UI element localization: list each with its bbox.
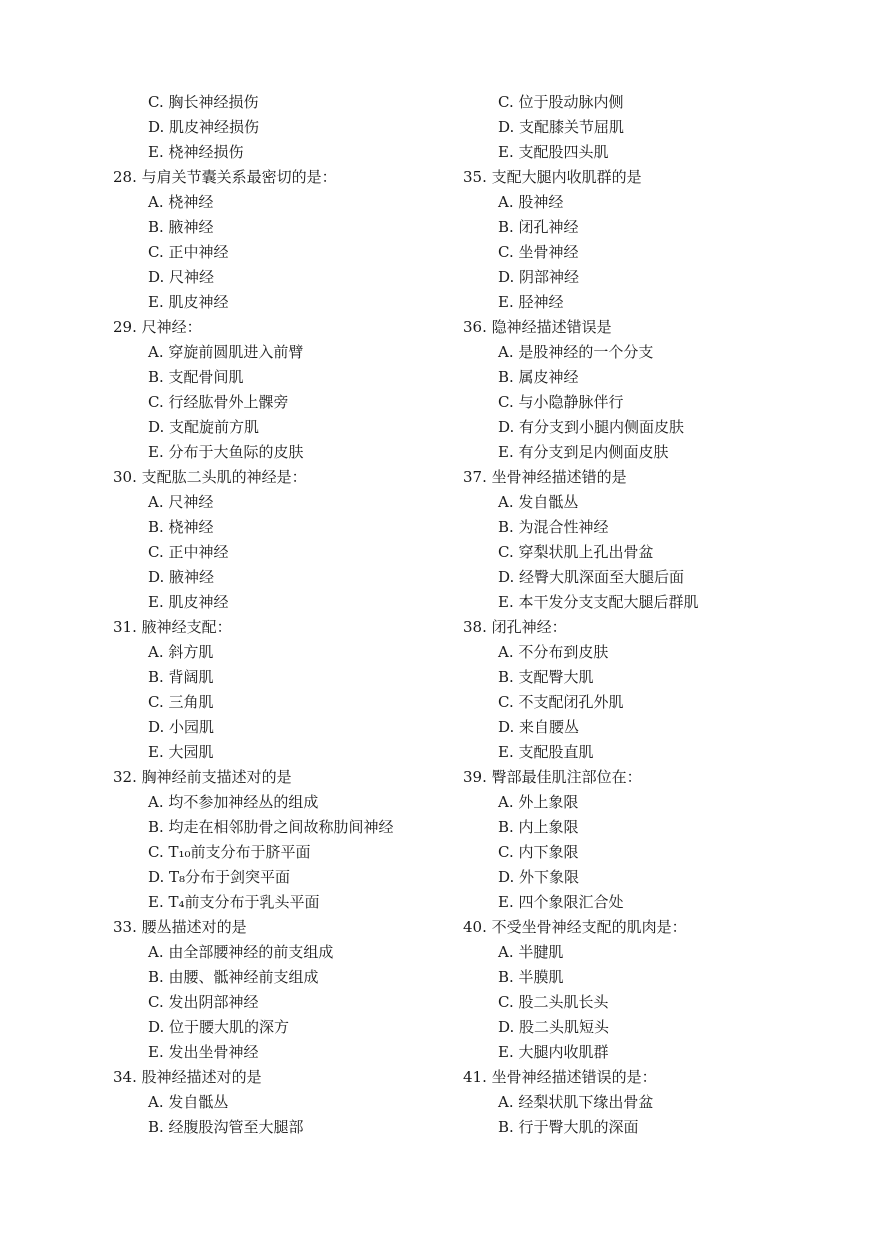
answer-option: C. 位于股动脉内侧 [498, 93, 624, 111]
question-stem: 31. 腋神经支配： [113, 618, 232, 636]
answer-option: B. 腋神经 [148, 218, 214, 236]
answer-option: E. 分布于大鱼际的皮肤 [148, 443, 304, 461]
answer-option: A. 半腱肌 [498, 943, 564, 961]
answer-option: E. 支配股直肌 [498, 743, 594, 761]
answer-option: C. 正中神经 [148, 543, 229, 561]
answer-option: E. 桡神经损伤 [148, 143, 244, 161]
answer-option: D. 有分支到小腿内侧面皮肤 [498, 418, 685, 436]
answer-option: C. 正中神经 [148, 243, 229, 261]
answer-option: B. 支配臀大肌 [498, 668, 594, 686]
answer-option: D. 外下象限 [498, 868, 580, 886]
question-stem: 36. 隐神经描述错误是 [463, 318, 612, 336]
answer-option: A. 穿旋前圆肌进入前臂 [148, 343, 304, 361]
answer-option: C. 股二头肌长头 [498, 993, 609, 1011]
answer-option: C. 穿梨状肌上孔出骨盆 [498, 543, 654, 561]
answer-option: D. 肌皮神经损伤 [148, 118, 260, 136]
answer-option: E. 支配股四头肌 [498, 143, 609, 161]
answer-option: A. 不分布到皮肤 [498, 643, 609, 661]
answer-option: D. 位于腰大肌的深方 [148, 1018, 290, 1036]
answer-option: A. 是股神经的一个分支 [498, 343, 654, 361]
question-stem: 39. 臀部最佳肌注部位在： [463, 768, 642, 786]
answer-option: E. 胫神经 [498, 293, 564, 311]
answer-option: D. 支配旋前方肌 [148, 418, 260, 436]
answer-option: A. 均不参加神经丛的组成 [148, 793, 319, 811]
answer-option: B. 属皮神经 [498, 368, 579, 386]
answer-option: A. 发自骶丛 [498, 493, 579, 511]
answer-option: B. 经腹股沟管至大腿部 [148, 1118, 304, 1136]
answer-option: E. 大腿内收肌群 [498, 1043, 609, 1061]
question-stem: 33. 腰丛描述对的是 [113, 918, 247, 936]
answer-option: B. 背阔肌 [148, 668, 214, 686]
question-stem: 32. 胸神经前支描述对的是 [113, 768, 292, 786]
answer-option: E. 四个象限汇合处 [498, 893, 624, 911]
answer-option: C. 胸长神经损伤 [148, 93, 259, 111]
answer-option: A. 经梨状肌下缘出骨盆 [498, 1093, 654, 1111]
answer-option: D. 支配膝关节屈肌 [498, 118, 625, 136]
answer-option: A. 由全部腰神经的前支组成 [148, 943, 334, 961]
right-column [463, 90, 863, 1140]
answer-option: A. 股神经 [498, 193, 564, 211]
answer-option: D. 腋神经 [148, 568, 215, 586]
answer-option: B. 内上象限 [498, 818, 579, 836]
answer-option: B. 支配骨间肌 [148, 368, 244, 386]
question-stem: 30. 支配肱二头肌的神经是： [113, 468, 307, 486]
answer-option: C. 与小隐静脉伴行 [498, 393, 624, 411]
answer-option: B. 由腰、骶神经前支组成 [148, 968, 319, 986]
question-stem: 28. 与肩关节囊关系最密切的是： [113, 168, 337, 186]
question-stem: 35. 支配大腿内收肌群的是 [463, 168, 642, 186]
answer-option: D. 阴部神经 [498, 268, 580, 286]
answer-option: D. 来自腰丛 [498, 718, 580, 736]
question-stem: 40. 不受坐骨神经支配的肌肉是： [463, 918, 687, 936]
answer-option: D. 小园肌 [148, 718, 215, 736]
answer-option: E. 本干发分支支配大腿后群肌 [498, 593, 699, 611]
answer-option: E. 发出坐骨神经 [148, 1043, 259, 1061]
question-stem: 38. 闭孔神经： [463, 618, 567, 636]
answer-option: E. 有分支到足内侧面皮肤 [498, 443, 669, 461]
question-stem: 34. 股神经描述对的是 [113, 1068, 262, 1086]
answer-option: A. 斜方肌 [148, 643, 214, 661]
answer-option: A. 桡神经 [148, 193, 214, 211]
answer-option: A. 外上象限 [498, 793, 579, 811]
answer-option: C. 行经肱骨外上髁旁 [148, 393, 289, 411]
answer-option: A. 尺神经 [148, 493, 214, 511]
question-stem: 29. 尺神经： [113, 318, 202, 336]
answer-option: E. T₄前支分布于乳头平面 [148, 893, 320, 911]
answer-option: B. 为混合性神经 [498, 518, 609, 536]
answer-option: E. 大园肌 [148, 743, 214, 761]
answer-option: E. 肌皮神经 [148, 293, 229, 311]
answer-option: B. 均走在相邻肋骨之间故称肋间神经 [148, 818, 394, 836]
question-stem: 41. 坐骨神经描述错误的是： [463, 1068, 657, 1086]
answer-option: C. 不支配闭孔外肌 [498, 693, 624, 711]
answer-option: B. 桡神经 [148, 518, 214, 536]
answer-option: C. 发出阴部神经 [148, 993, 259, 1011]
answer-option: C. 三角肌 [148, 693, 214, 711]
answer-option: C. T₁₀前支分布于脐平面 [148, 843, 311, 861]
answer-option: B. 闭孔神经 [498, 218, 579, 236]
answer-option: B. 半膜肌 [498, 968, 564, 986]
answer-option: C. 坐骨神经 [498, 243, 579, 261]
answer-option: A. 发自骶丛 [148, 1093, 229, 1111]
left-column [113, 90, 453, 1140]
answer-option: D. T₈分布于剑突平面 [148, 868, 291, 886]
answer-option: E. 肌皮神经 [148, 593, 229, 611]
question-stem: 37. 坐骨神经描述错的是 [463, 468, 627, 486]
answer-option: D. 股二头肌短头 [498, 1018, 610, 1036]
answer-option: D. 尺神经 [148, 268, 215, 286]
answer-option: C. 内下象限 [498, 843, 579, 861]
answer-option: D. 经臀大肌深面至大腿后面 [498, 568, 685, 586]
answer-option: B. 行于臀大肌的深面 [498, 1118, 639, 1136]
